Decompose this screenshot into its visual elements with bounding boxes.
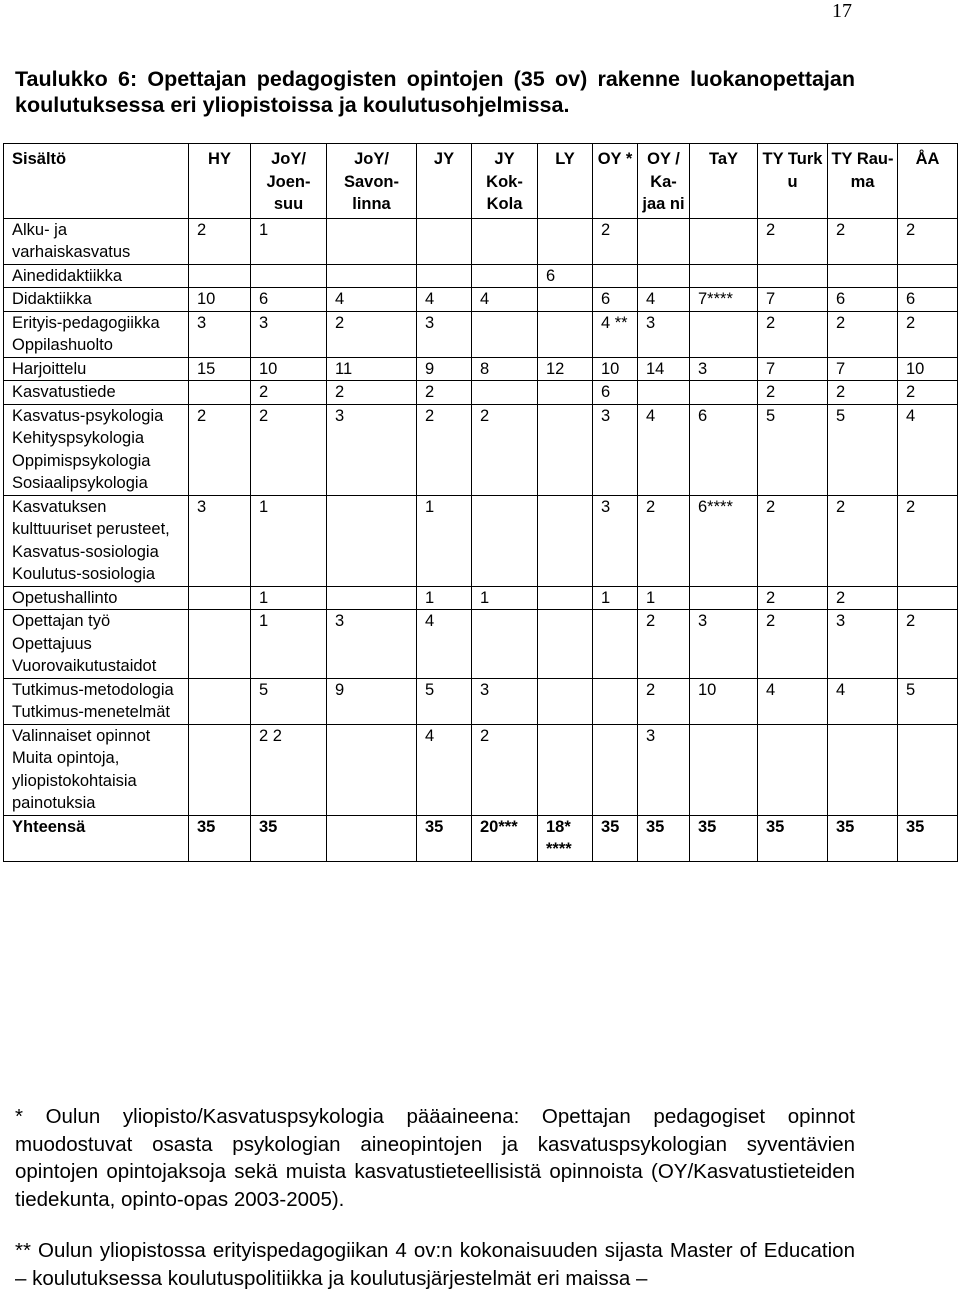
- value-cell: 3: [251, 311, 327, 357]
- value-cell: 1: [472, 586, 538, 610]
- value-cell: [690, 724, 758, 815]
- value-cell: 3: [690, 357, 758, 381]
- row-label-cell: Tutkimus-metodologia Tutkimus-menetelmät: [4, 678, 189, 724]
- value-cell: 2: [758, 495, 828, 586]
- value-cell: 3: [327, 610, 417, 679]
- value-cell: 4: [472, 288, 538, 312]
- value-cell: [538, 218, 593, 264]
- value-cell: 35: [251, 815, 327, 861]
- value-cell: [417, 218, 472, 264]
- table-row: [4, 724, 958, 815]
- value-cell: [189, 586, 251, 610]
- value-cell: [898, 724, 958, 815]
- table-row: [4, 264, 958, 288]
- row-label-cell: Ainedidaktiikka: [4, 264, 189, 288]
- value-cell: 10: [898, 357, 958, 381]
- value-cell: 3: [690, 610, 758, 679]
- table-row: [4, 311, 958, 357]
- table-caption: Taulukko 6: Opettajan pedagogisten opintojen (35 ov) rakenne luokanopettajan koulutuksessa eri yliopistoissa ja koulutusohjelmissa.: [15, 67, 855, 117]
- value-cell: 4: [417, 724, 472, 815]
- table-row: [4, 381, 958, 405]
- value-cell: 15: [189, 357, 251, 381]
- value-cell: 4 **: [593, 311, 638, 357]
- header-cell: OY *: [593, 144, 638, 219]
- value-cell: [189, 678, 251, 724]
- value-cell: 4: [417, 610, 472, 679]
- value-cell: 7: [758, 288, 828, 312]
- row-label-cell: Didaktiikka: [4, 288, 189, 312]
- table-row: [4, 288, 958, 312]
- value-cell: 6****: [690, 495, 758, 586]
- value-cell: 7: [758, 357, 828, 381]
- value-cell: 2: [327, 311, 417, 357]
- value-cell: [327, 218, 417, 264]
- value-cell: 6: [898, 288, 958, 312]
- value-cell: [828, 264, 898, 288]
- value-cell: 3: [638, 311, 690, 357]
- value-cell: 2: [898, 381, 958, 405]
- value-cell: [538, 311, 593, 357]
- value-cell: 2: [472, 724, 538, 815]
- header-cell: JoY/ Joen-suu: [251, 144, 327, 219]
- total-row: [4, 815, 958, 861]
- value-cell: [898, 264, 958, 288]
- table-row: [4, 495, 958, 586]
- row-label-cell: Yhteensä: [4, 815, 189, 861]
- value-cell: 2: [638, 495, 690, 586]
- header-cell: LY: [538, 144, 593, 219]
- value-cell: 35: [758, 815, 828, 861]
- value-cell: 2: [327, 381, 417, 405]
- value-cell: [189, 724, 251, 815]
- value-cell: 2: [828, 586, 898, 610]
- table-header-row: [4, 144, 958, 219]
- value-cell: [327, 264, 417, 288]
- value-cell: [327, 586, 417, 610]
- header-cell: TY Turk u: [758, 144, 828, 219]
- value-cell: [189, 264, 251, 288]
- value-cell: 14: [638, 357, 690, 381]
- value-cell: [638, 264, 690, 288]
- value-cell: 3: [417, 311, 472, 357]
- value-cell: [417, 264, 472, 288]
- header-cell: Sisältö: [4, 144, 189, 219]
- value-cell: 4: [758, 678, 828, 724]
- row-label-cell: Harjoittelu: [4, 357, 189, 381]
- value-cell: 5: [828, 404, 898, 495]
- value-cell: 9: [417, 357, 472, 381]
- value-cell: 3: [638, 724, 690, 815]
- value-cell: 2: [251, 381, 327, 405]
- table-row: [4, 678, 958, 724]
- value-cell: 2: [638, 610, 690, 679]
- value-cell: 3: [593, 495, 638, 586]
- value-cell: [472, 264, 538, 288]
- value-cell: 4: [417, 288, 472, 312]
- value-cell: [472, 610, 538, 679]
- value-cell: [327, 495, 417, 586]
- value-cell: [593, 264, 638, 288]
- value-cell: 35: [828, 815, 898, 861]
- value-cell: 2: [251, 404, 327, 495]
- value-cell: [690, 586, 758, 610]
- value-cell: [638, 218, 690, 264]
- value-cell: 2: [758, 586, 828, 610]
- value-cell: 1: [417, 495, 472, 586]
- value-cell: 4: [828, 678, 898, 724]
- value-cell: 2: [189, 218, 251, 264]
- value-cell: 1: [251, 495, 327, 586]
- curriculum-table: [3, 143, 958, 862]
- row-label-cell: Kasvatuksen kulttuuriset perusteet, Kasvatus-sosiologia Koulutus-sosiologia: [4, 495, 189, 586]
- table-row: [4, 357, 958, 381]
- value-cell: 1: [593, 586, 638, 610]
- header-cell: JY: [417, 144, 472, 219]
- value-cell: [690, 311, 758, 357]
- value-cell: [758, 264, 828, 288]
- value-cell: 2: [898, 311, 958, 357]
- value-cell: 2: [638, 678, 690, 724]
- value-cell: [690, 264, 758, 288]
- value-cell: 2: [898, 495, 958, 586]
- value-cell: 4: [327, 288, 417, 312]
- value-cell: 5: [898, 678, 958, 724]
- value-cell: 35: [898, 815, 958, 861]
- value-cell: 2: [758, 218, 828, 264]
- header-cell: JoY/ Savon-linna: [327, 144, 417, 219]
- value-cell: 2: [828, 311, 898, 357]
- value-cell: 35: [638, 815, 690, 861]
- value-cell: 4: [638, 288, 690, 312]
- value-cell: [593, 724, 638, 815]
- value-cell: 3: [593, 404, 638, 495]
- value-cell: [638, 381, 690, 405]
- value-cell: 6: [828, 288, 898, 312]
- value-cell: 8: [472, 357, 538, 381]
- value-cell: 6: [690, 404, 758, 495]
- value-cell: [251, 264, 327, 288]
- value-cell: [538, 495, 593, 586]
- value-cell: [538, 678, 593, 724]
- value-cell: 6: [538, 264, 593, 288]
- value-cell: 35: [593, 815, 638, 861]
- value-cell: [327, 724, 417, 815]
- value-cell: 5: [251, 678, 327, 724]
- value-cell: 3: [189, 311, 251, 357]
- value-cell: [538, 586, 593, 610]
- value-cell: 2: [472, 404, 538, 495]
- value-cell: [189, 610, 251, 679]
- value-cell: 2: [758, 610, 828, 679]
- value-cell: 2: [828, 381, 898, 405]
- value-cell: [690, 381, 758, 405]
- value-cell: [758, 724, 828, 815]
- value-cell: [690, 218, 758, 264]
- value-cell: [327, 815, 417, 861]
- value-cell: [538, 381, 593, 405]
- value-cell: [472, 311, 538, 357]
- table-body: [4, 218, 958, 861]
- value-cell: [898, 586, 958, 610]
- header-cell: HY: [189, 144, 251, 219]
- value-cell: 1: [251, 218, 327, 264]
- header-cell: TY Rau-ma: [828, 144, 898, 219]
- value-cell: 10: [251, 357, 327, 381]
- value-cell: [828, 724, 898, 815]
- value-cell: [538, 404, 593, 495]
- value-cell: 3: [472, 678, 538, 724]
- value-cell: 11: [327, 357, 417, 381]
- row-label-cell: Kasvatustiede: [4, 381, 189, 405]
- value-cell: 35: [417, 815, 472, 861]
- value-cell: [538, 724, 593, 815]
- row-label-cell: Erityis-pedagogiikka Oppilashuolto: [4, 311, 189, 357]
- value-cell: 4: [638, 404, 690, 495]
- value-cell: 2: [189, 404, 251, 495]
- row-label-cell: Alku- ja varhaiskasvatus: [4, 218, 189, 264]
- value-cell: 1: [251, 586, 327, 610]
- value-cell: 35: [690, 815, 758, 861]
- header-cell: JY Kok-Kola: [472, 144, 538, 219]
- header-cell: OY / Ka-jaa ni: [638, 144, 690, 219]
- value-cell: 35: [189, 815, 251, 861]
- value-cell: 2: [828, 218, 898, 264]
- value-cell: 10: [690, 678, 758, 724]
- value-cell: 2: [758, 311, 828, 357]
- value-cell: [538, 610, 593, 679]
- value-cell: 12: [538, 357, 593, 381]
- value-cell: 3: [327, 404, 417, 495]
- header-cell: TaY: [690, 144, 758, 219]
- row-label-cell: Valinnaiset opinnot Muita opintoja, yliopistokohtaisia painotuksia: [4, 724, 189, 815]
- value-cell: 5: [758, 404, 828, 495]
- value-cell: 3: [189, 495, 251, 586]
- value-cell: 1: [638, 586, 690, 610]
- value-cell: 2: [593, 218, 638, 264]
- value-cell: 2: [758, 381, 828, 405]
- value-cell: [538, 288, 593, 312]
- value-cell: 6: [251, 288, 327, 312]
- footnote: ** Oulun yliopistossa erityispedagogiikan 4 ov:n kokonaisuuden sijasta Master of Education – koulutuksessa koulutuspolitiikka ja koulutusjärjestelmät eri maissa –: [15, 1239, 855, 1290]
- value-cell: 5: [417, 678, 472, 724]
- footnotes: [15, 1103, 855, 1316]
- value-cell: 4: [898, 404, 958, 495]
- value-cell: 2: [898, 610, 958, 679]
- value-cell: 7: [828, 357, 898, 381]
- value-cell: 9: [327, 678, 417, 724]
- value-cell: [472, 381, 538, 405]
- value-cell: 6: [593, 288, 638, 312]
- table-row: [4, 586, 958, 610]
- value-cell: 1: [251, 610, 327, 679]
- value-cell: 2: [898, 218, 958, 264]
- value-cell: 2: [417, 381, 472, 405]
- value-cell: 3: [828, 610, 898, 679]
- value-cell: [593, 678, 638, 724]
- value-cell: 18* ****: [538, 815, 593, 861]
- footnote: * Oulun yliopisto/Kasvatuspsykologia pääaineena: Opettajan pedagogiset opinnot muodostuvat osasta psykologian aineopintojen ja kasvatuspsykologian syventävien opintojen opintojaksoja sekä muista kasvatustieteellisistä opinnoista (OY/Kasvatustieteiden tiedekunta, opinto-opas 2003-2005).: [15, 1105, 855, 1211]
- value-cell: 10: [189, 288, 251, 312]
- row-label-cell: Opetushallinto: [4, 586, 189, 610]
- table-row: [4, 404, 958, 495]
- page-number: 17: [832, 0, 852, 22]
- value-cell: 7****: [690, 288, 758, 312]
- table-row: [4, 218, 958, 264]
- value-cell: [189, 381, 251, 405]
- value-cell: [593, 610, 638, 679]
- header-cell: ÅA: [898, 144, 958, 219]
- value-cell: 10: [593, 357, 638, 381]
- value-cell: 1: [417, 586, 472, 610]
- value-cell: 2: [417, 404, 472, 495]
- value-cell: 20***: [472, 815, 538, 861]
- value-cell: 6: [593, 381, 638, 405]
- table-row: [4, 610, 958, 679]
- value-cell: [472, 495, 538, 586]
- row-label-cell: Kasvatus-psykologia Kehityspsykologia Oppimispsykologia Sosiaalipsykologia: [4, 404, 189, 495]
- value-cell: 2: [828, 495, 898, 586]
- value-cell: 2 2: [251, 724, 327, 815]
- value-cell: [472, 218, 538, 264]
- row-label-cell: Opettajan työ Opettajuus Vuorovaikutustaidot: [4, 610, 189, 679]
